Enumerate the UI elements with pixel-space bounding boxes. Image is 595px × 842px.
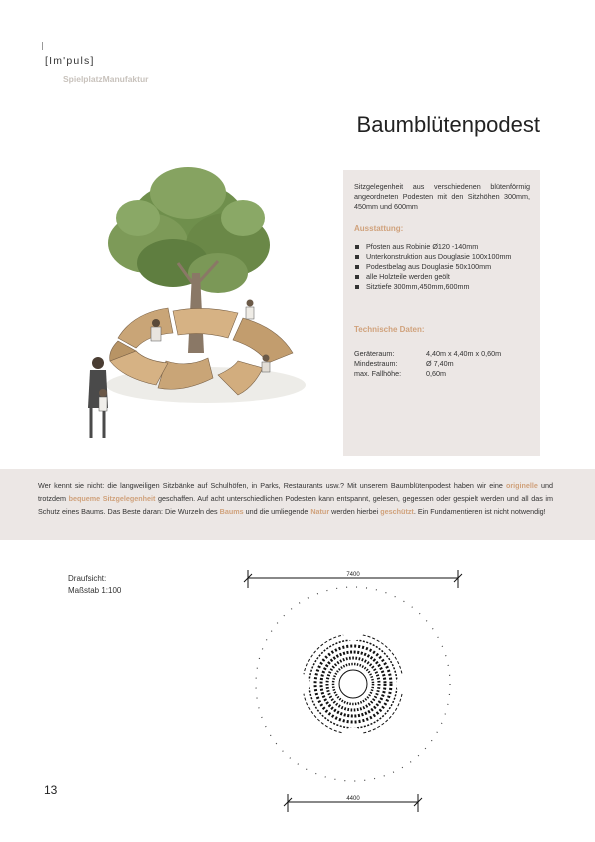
list-item: alle Holzteile werden geölt [354,272,530,282]
brand-subtitle: SpielplatzManufaktur [63,74,149,84]
tech-row [354,349,530,359]
description-text: . Ein Fundamentieren ist nicht notwendig! [413,507,546,516]
page-number: 13 [44,783,58,797]
top-view-drawing [230,566,470,821]
spec-intro: Sitzgelegenheit aus verschiedenen blütenförmig angeordneten Podesten mit den Sitzhöhen 300mm, 450mm und 600mm [354,182,530,211]
caption-scale: Maßstab 1:100 [68,586,122,595]
spec-panel [343,170,540,456]
header-tick [42,42,43,50]
tech-label: max. Fallhöhe: [354,369,402,378]
tech-label: Mindestraum: [354,359,398,368]
description-text: geschaffen. Auf acht unterschiedlichen Podesten kann entspannt, gelesen, gegessen oder gespielt werden und all das im Schutz eines Baums. Das Beste daran: Die Wurzeln des [38,494,553,516]
page-title: Baumblütenpodest [356,112,540,137]
description-text: und trotzdem [38,481,553,503]
equipment-heading: Ausstattung: [354,224,404,233]
tree-opening [339,670,367,698]
description-band [0,469,595,540]
list-item: Pfosten aus Robinie Ø120 -140mm [354,242,530,252]
brand-name: [Im'puls] [45,55,95,67]
tech-value: 0,60m [426,369,446,378]
highlight-word: Baums [219,507,244,516]
dimension-bottom-label: 4400 [346,796,360,802]
tech-value: Ø 7,40m [426,359,454,368]
highlight-word: originelle [505,481,538,490]
equipment-list [354,242,530,292]
tech-label: Geräteraum: [354,349,395,358]
tech-value: 4,40m x 4,40m x 0,60m [426,349,502,358]
description-text: Wer kennt sie nicht: die langweiligen Sitzbänke auf Schulhöfen, in Parks, Restaurants usw.? Mit unserem Baumblütenpodest haben wir eine [38,481,506,490]
list-item: Unterkonstruktion aus Douglasie 100x100mm [354,252,530,262]
tree-foliage [108,167,270,293]
description-text: und die umliegende [243,507,311,516]
highlight-word: Natur [310,507,330,516]
product-illustration [78,163,318,446]
tech-row [354,359,530,369]
highlight-word: bequeme Sitzgelegenheit [68,494,156,503]
tech-data-heading: Technische Daten: [354,325,425,334]
list-item: Sitztiefe 300mm,450mm,600mm [354,282,530,292]
list-item: Podestbelag aus Douglasie 50x100mm [354,262,530,272]
description-text: werden hierbei [329,507,381,516]
caption-view: Draufsicht: [68,574,107,583]
drawing-caption [68,573,121,597]
highlight-word: geschützt [380,507,414,516]
tech-row [354,369,530,379]
dimension-top-label: 7400 [346,572,360,578]
